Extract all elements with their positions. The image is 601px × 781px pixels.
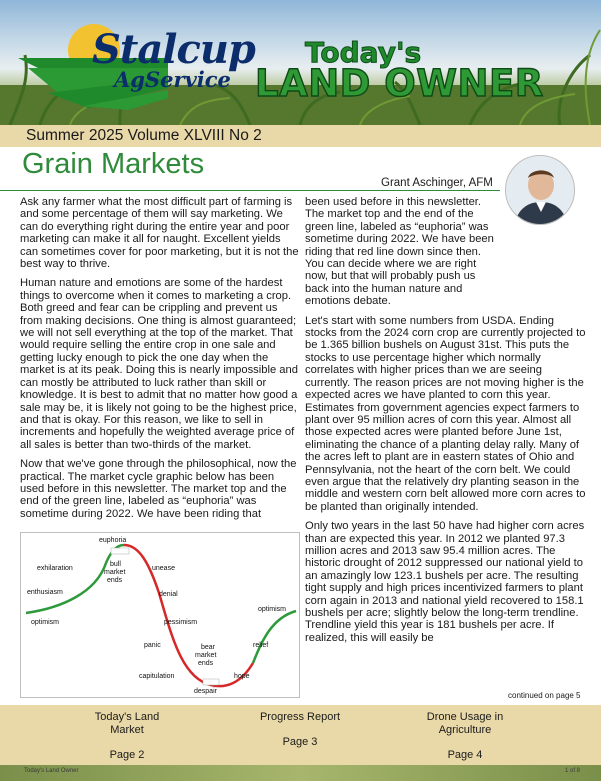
label-optimism-right: optimism <box>258 606 287 613</box>
label-denial: denial <box>159 591 178 598</box>
issue-bar <box>0 125 601 147</box>
toc-item-title: Today's Land Market <box>94 711 160 736</box>
label-panic: panic <box>144 642 161 649</box>
label-euphoria: euphoria <box>99 537 127 544</box>
label-market-1: market <box>104 569 126 576</box>
footer-publication: Today's Land Owner <box>24 768 79 774</box>
logo-subname: AgService <box>114 67 231 92</box>
label-relief: relief <box>253 642 269 649</box>
toc-item-title: Progress Report <box>259 711 341 723</box>
paragraph: Ask any farmer what the most difficult part of farming is and some percentage of them will say marketing. We can do everything right during the entire year and poor marketing can make it all for naught. Excellent yields can sometimes cover for poor marketing, but it is not the best way to thrive. <box>20 196 299 271</box>
toc-item-page: Page 3 <box>282 736 318 748</box>
article-author: Grant Aschinger, AFM <box>381 177 493 189</box>
bear-curve <box>124 545 253 686</box>
market-cycle-diagram <box>20 532 300 698</box>
newsletter-title: LAND OWNER <box>255 62 544 105</box>
label-market-2: market <box>195 652 217 659</box>
paragraph: Only two years in the last 50 have had higher corn acres than are expected this year. In 2012 we planted 97.3 million acres and 2013 saw 95.4 million acres. The historic drought of 2012 suppressed our national yield to an amazingly low 123.1 bushels per acre. The resulting tight supply and high prices incentivized farmers to plant corn again in 2013 and national yield recovered to 158.1 bushels per acre; slightly below the long-term trendline. Trendline yield this year is 181 bushels per acre. If realized, this will easily be <box>305 520 585 644</box>
logo-name: Stalcup <box>92 26 255 73</box>
label-hope: hope <box>234 673 250 680</box>
paragraph: Let's start with some numbers from USDA. Ending stocks from the 2024 corn crop are currently projected to be 1.365 billion bushels on August 31st. This puts the stocks to use percentage higher which normally correlates with higher prices than we are seeing currently. The reason prices are not moving higher is the expected acres we have planted to corn this year. Estimates from government agencies expect farmers to plant over 95 million acres of corn this year. Almost all those expected acres were planted before June 1st, eliminating the chance of a planting delay rally. Many of the acres left to plant are in eastern states of Ohio and Pennsylvania, not the heart of the corn belt. We could even argue that the relatively dry planting season in the middle and western corn belt allowed more corn acres to be planted than originally intended. <box>305 314 586 513</box>
newsletter-title-top: Today's <box>305 36 422 69</box>
label-capitulation: capitulation <box>139 673 175 680</box>
issue-info: Summer 2025 Volume XLVIII No 2 <box>26 127 262 144</box>
label-bull: bull <box>110 561 121 568</box>
label-ends-1: ends <box>107 577 123 584</box>
label-bear: bear <box>201 644 216 651</box>
footer-page-number: 1 of 8 <box>565 768 581 774</box>
article-column-left <box>20 196 300 527</box>
label-optimism-left: optimism <box>31 619 60 626</box>
recovery-curve <box>253 611 296 663</box>
toc-item-progress-report[interactable] <box>250 711 350 749</box>
company-logo <box>18 18 255 113</box>
article-title: Grain Markets <box>22 148 205 180</box>
label-exhilaration: exhilaration <box>37 565 73 572</box>
continued-note: continued on page 5 <box>508 691 581 700</box>
masthead-banner <box>0 0 601 125</box>
toc-item-page: Page 2 <box>109 749 145 761</box>
paragraph: Now that we've gone through the philosophical, now the practical. The market cycle graphic below has been used before in this newsletter. The market top and the end of the green line, labeled as “euphoria” was sometime during 2022. We have been riding that <box>20 458 297 520</box>
toc-item-drone-usage[interactable] <box>405 711 525 762</box>
toc-item-land-market[interactable] <box>77 711 177 762</box>
toc-item-page: Page 4 <box>447 749 483 761</box>
label-enthusiasm: enthusiasm <box>27 589 63 596</box>
article-column-right <box>305 196 587 651</box>
label-pessimism: pessimism <box>164 619 198 626</box>
title-rule <box>0 190 500 191</box>
footer-strip <box>0 765 601 781</box>
label-ends-2: ends <box>198 660 214 667</box>
footer-toc <box>0 705 601 765</box>
label-despair: despair <box>194 688 217 695</box>
label-unease: unease <box>152 565 175 572</box>
toc-item-title: Drone Usage in Agriculture <box>426 711 504 736</box>
paragraph: been used before in this newsletter. The market top and the end of the green line, labeled as “euphoria” was sometime during 2022. We have been riding that red line down since then. You can decide where we are right now, but that will probably push us back into the human nature and emotions debate. <box>305 196 494 308</box>
paragraph: Human nature and emotions are some of the hardest things to overcome when it comes to marketing a crop. Both greed and fear can be crippling and prevent us from making decisions. One thing is almost guaranteed; we will not sell everything at the top of the market. That would require selling the entire crop in one sale and getting lucky enough to pick the one day when the market is at its peak. Doing this is nearly impossible and can mostly be attributed to luck rather than skill or knowledge. It is best to admit that no matter how good a sale may be, it is likely not going to be the highest price, and that is okay. For this reason, we like to sell in increments and hopefully the weighted average price of all sales is better than two-thirds of the market. <box>20 277 298 451</box>
